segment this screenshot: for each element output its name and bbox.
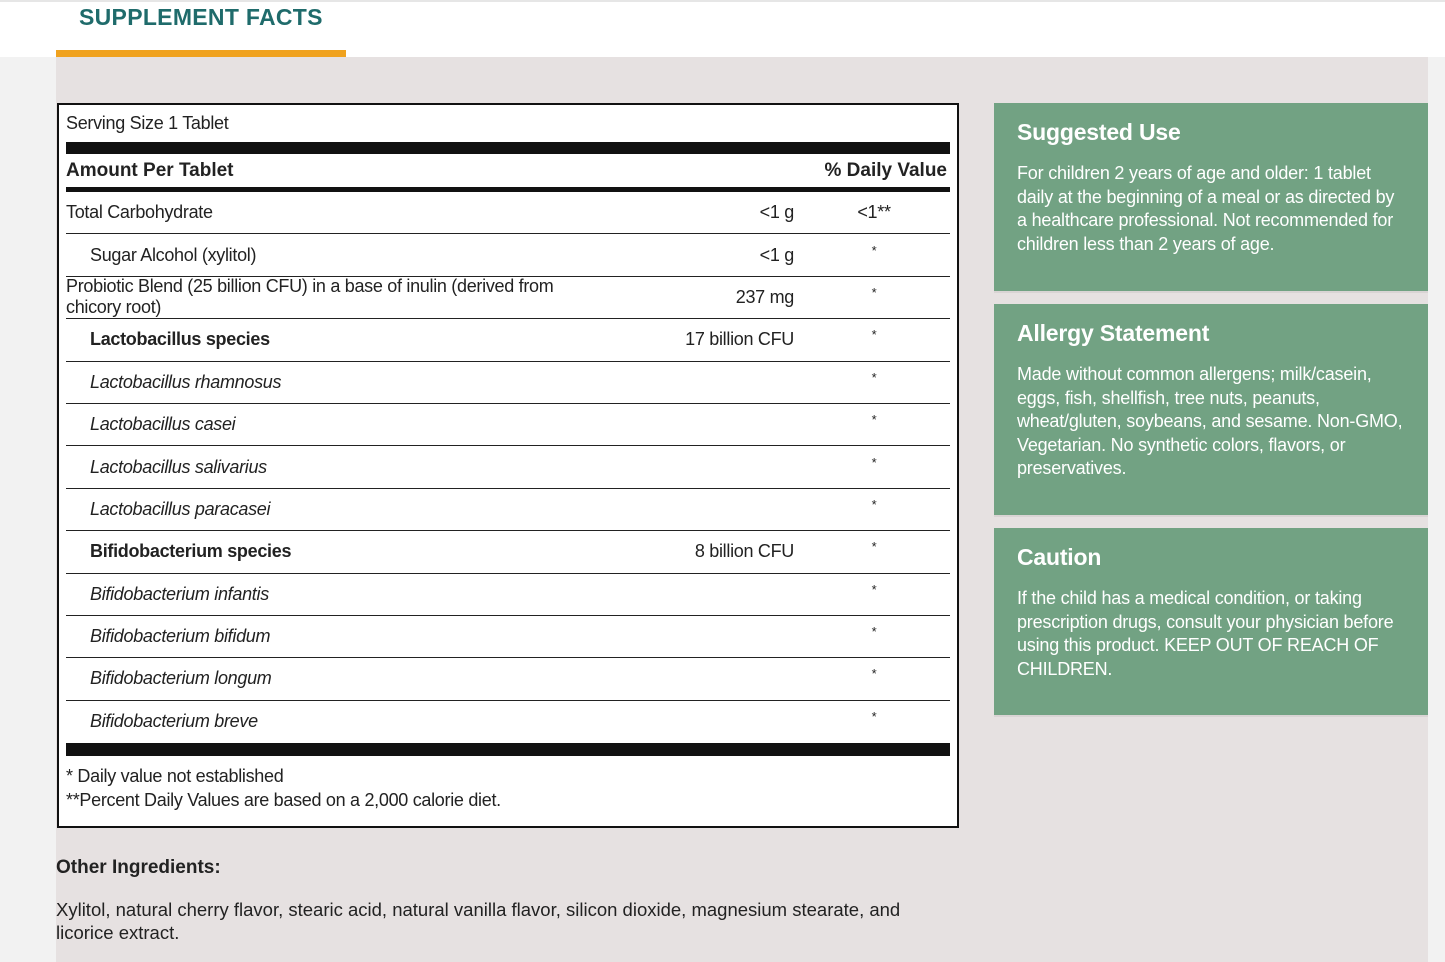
- nutrient-name: Lactobacillus paracasei: [90, 498, 271, 519]
- amount-header: Amount Per Tablet: [66, 159, 234, 181]
- table-row: [66, 404, 950, 446]
- other-ingredients-title: Other Ingredients:: [56, 857, 221, 878]
- allergy-statement-card: [994, 304, 1428, 517]
- daily-value-header: % Daily Value: [824, 159, 947, 181]
- active-tab-indicator: [56, 50, 346, 57]
- nutrient-dv: *: [871, 454, 877, 470]
- nutrient-name: Total Carbohydrate: [66, 202, 213, 223]
- supplement-facts-table: [57, 103, 959, 828]
- nutrient-name: Lactobacillus casei: [90, 414, 236, 435]
- caution-card: [994, 528, 1428, 717]
- nutrient-dv: <1**: [857, 202, 891, 223]
- nutrient-dv: *: [871, 624, 877, 640]
- table-row: [66, 658, 950, 700]
- nutrient-dv: *: [871, 412, 877, 428]
- nutrient-name: Lactobacillus species: [90, 329, 270, 350]
- nutrient-dv: *: [871, 496, 877, 512]
- tab-supplement-facts[interactable]: SUPPLEMENT FACTS: [79, 4, 323, 30]
- nutrient-name: Sugar Alcohol (xylitol): [90, 244, 257, 265]
- table-row: [66, 192, 950, 234]
- footnote-daily-value: * Daily value not established: [66, 766, 284, 787]
- footnotes: [66, 756, 950, 812]
- table-row: [66, 531, 950, 573]
- nutrient-dv: *: [871, 581, 877, 597]
- nutrient-amount: 8 billion CFU: [694, 541, 794, 562]
- nutrient-dv: *: [871, 709, 877, 725]
- nutrient-dv: *: [871, 666, 877, 682]
- caution-title: Caution: [1017, 544, 1102, 570]
- nutrient-name: Bifidobacterium infantis: [90, 583, 269, 604]
- allergy-statement-text: Made without common allergens; milk/casein, eggs, fish, shellfish, tree nuts, peanuts, wheat/gluten, soybeans, and sesame. Non-GMO, Vegetarian. No synthetic colors, flavors, or preservatives.: [1017, 364, 1403, 478]
- nutrient-rows: [66, 192, 950, 743]
- nutrient-name: Lactobacillus salivarius: [90, 456, 267, 477]
- nutrient-amount: 237 mg: [735, 286, 794, 307]
- nutrient-name: Bifidobacterium longum: [90, 668, 272, 689]
- nutrient-name: Probiotic Blend (25 billion CFU) in a base of inulin (derived from chicory root): [66, 276, 554, 318]
- nutrient-amount: <1 g: [759, 244, 794, 265]
- divider-thick-bottom: [66, 743, 950, 756]
- table-row: [66, 234, 950, 276]
- nutrient-amount: <1 g: [759, 202, 794, 223]
- nutrient-dv: *: [871, 369, 877, 385]
- nutrient-dv: *: [871, 327, 877, 343]
- table-row: [66, 446, 950, 488]
- nutrient-dv: *: [871, 539, 877, 555]
- table-row: [66, 277, 950, 319]
- table-row: [66, 362, 950, 404]
- divider-thick: [66, 142, 950, 154]
- other-ingredients-text: Xylitol, natural cherry flavor, stearic acid, natural vanilla flavor, silicon dioxide, magnesium stearate, and licorice extract.: [56, 899, 901, 943]
- table-row: [66, 616, 950, 658]
- nutrient-name: Bifidobacterium species: [90, 541, 292, 562]
- nutrient-dv: *: [871, 242, 877, 258]
- suggested-use-card: [994, 103, 1428, 293]
- nutrient-name: Bifidobacterium bifidum: [90, 626, 271, 647]
- footnote-percent-dv: **Percent Daily Values are based on a 2,000 calorie diet.: [66, 790, 501, 811]
- serving-size: Serving Size 1 Tablet: [66, 113, 229, 133]
- nutrient-amount: 17 billion CFU: [685, 329, 794, 350]
- nutrient-name: Bifidobacterium breve: [90, 711, 258, 732]
- table-row: [66, 319, 950, 361]
- nutrient-name: Lactobacillus rhamnosus: [90, 371, 282, 392]
- table-row: [66, 701, 950, 743]
- suggested-use-text: For children 2 years of age and older: 1 tablet daily at the beginning of a meal or as directed by a healthcare professional. Not recommended for children less than 2 years of age.: [1017, 163, 1395, 254]
- table-row: [66, 574, 950, 616]
- table-row: [66, 489, 950, 531]
- allergy-statement-title: Allergy Statement: [1017, 320, 1210, 346]
- caution-text: If the child has a medical condition, or taking prescription drugs, consult your physician before using this product. KEEP OUT OF REACH OF CHILDREN.: [1017, 588, 1394, 679]
- nutrient-dv: *: [871, 284, 877, 300]
- table-header: [66, 154, 950, 187]
- suggested-use-title: Suggested Use: [1017, 119, 1181, 145]
